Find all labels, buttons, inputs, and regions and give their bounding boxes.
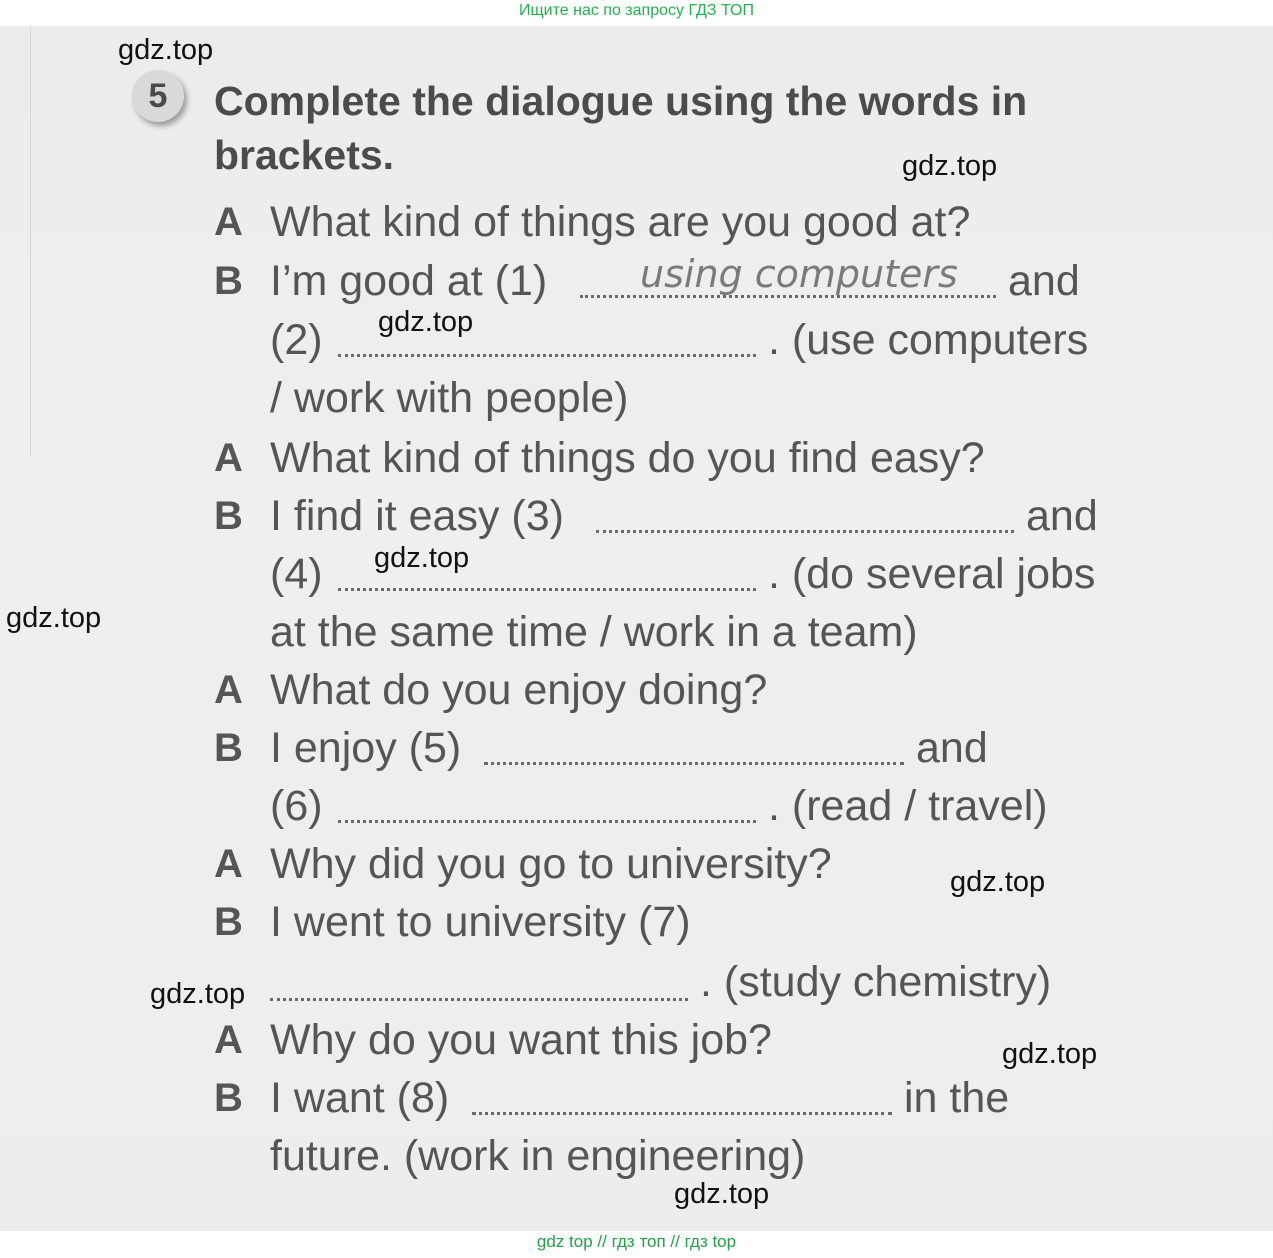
watermark: gdz.top (950, 866, 1046, 898)
watermark: gdz.top (674, 1178, 770, 1210)
dialogue-line: and (916, 724, 988, 772)
dialogue-line: . (read / travel) (768, 782, 1048, 830)
dialogue-line: future. (work in engineering) (270, 1132, 806, 1180)
answer-blank-5[interactable] (484, 750, 904, 765)
dialogue-line: . (study chemistry) (700, 958, 1052, 1006)
speaker-b: B (214, 1076, 243, 1120)
watermark: gdz.top (118, 34, 214, 66)
speaker-b: B (214, 259, 243, 303)
answer-blank-8[interactable] (472, 1100, 892, 1115)
dialogue-line: and (1008, 257, 1080, 305)
watermark: gdz.top (378, 306, 474, 338)
dialogue-line: and (1026, 492, 1098, 540)
exercise-number: 5 (132, 70, 184, 122)
dialogue-line: I find it easy (3) (270, 492, 564, 540)
answer-blank-3[interactable] (596, 518, 1014, 533)
dialogue-line: What kind of things are you good at? (270, 198, 971, 246)
answer-blank-7[interactable] (270, 986, 688, 1001)
speaker-a: A (214, 436, 243, 480)
dialogue-line: (4) (270, 550, 323, 598)
watermark: gdz.top (6, 602, 102, 634)
dialogue-line: I’m good at (1) (270, 257, 548, 305)
dialogue-line: . (do several jobs (768, 550, 1096, 598)
dialogue-line: Why did you go to university? (270, 840, 832, 888)
bottom-banner[interactable]: gdz top // гдз топ // гдз top (536, 1232, 737, 1251)
top-banner[interactable]: Ищите нас по запросу ГДЗ ТОП (519, 2, 754, 19)
answer-blank-6[interactable] (338, 808, 756, 823)
dialogue-line: What do you enjoy doing? (270, 666, 768, 714)
speaker-a: A (214, 200, 243, 244)
dialogue-line: . (use computers (768, 316, 1089, 364)
watermark: gdz.top (150, 978, 246, 1010)
dialogue-line: (2) (270, 316, 323, 364)
answer-blank-2[interactable] (338, 342, 756, 357)
speaker-b: B (214, 726, 243, 770)
speaker-b: B (214, 900, 243, 944)
dialogue-line: (6) (270, 782, 323, 830)
speaker-a: A (214, 668, 243, 712)
dialogue-line: / work with people) (270, 374, 629, 422)
watermark: gdz.top (1002, 1038, 1098, 1070)
watermark: gdz.top (374, 542, 470, 574)
dialogue-line: I want (8) (270, 1074, 450, 1122)
dialogue-line: I enjoy (5) (270, 724, 462, 772)
dialogue-line: I went to university (7) (270, 898, 691, 946)
dialogue-line: in the (904, 1074, 1010, 1122)
handwritten-answer-1: using computers (640, 252, 958, 296)
page-edge (0, 26, 31, 456)
speaker-a: A (214, 842, 243, 886)
watermark: gdz.top (902, 150, 998, 182)
speaker-b: B (214, 494, 243, 538)
dialogue-line: What kind of things do you find easy? (270, 434, 985, 482)
answer-blank-4[interactable] (338, 576, 756, 591)
dialogue-line: Why do you want this job? (270, 1016, 772, 1064)
exercise-instruction: Complete the dialogue using the words in brackets. (214, 78, 1028, 178)
speaker-a: A (214, 1018, 243, 1062)
dialogue-line: at the same time / work in a team) (270, 608, 918, 656)
